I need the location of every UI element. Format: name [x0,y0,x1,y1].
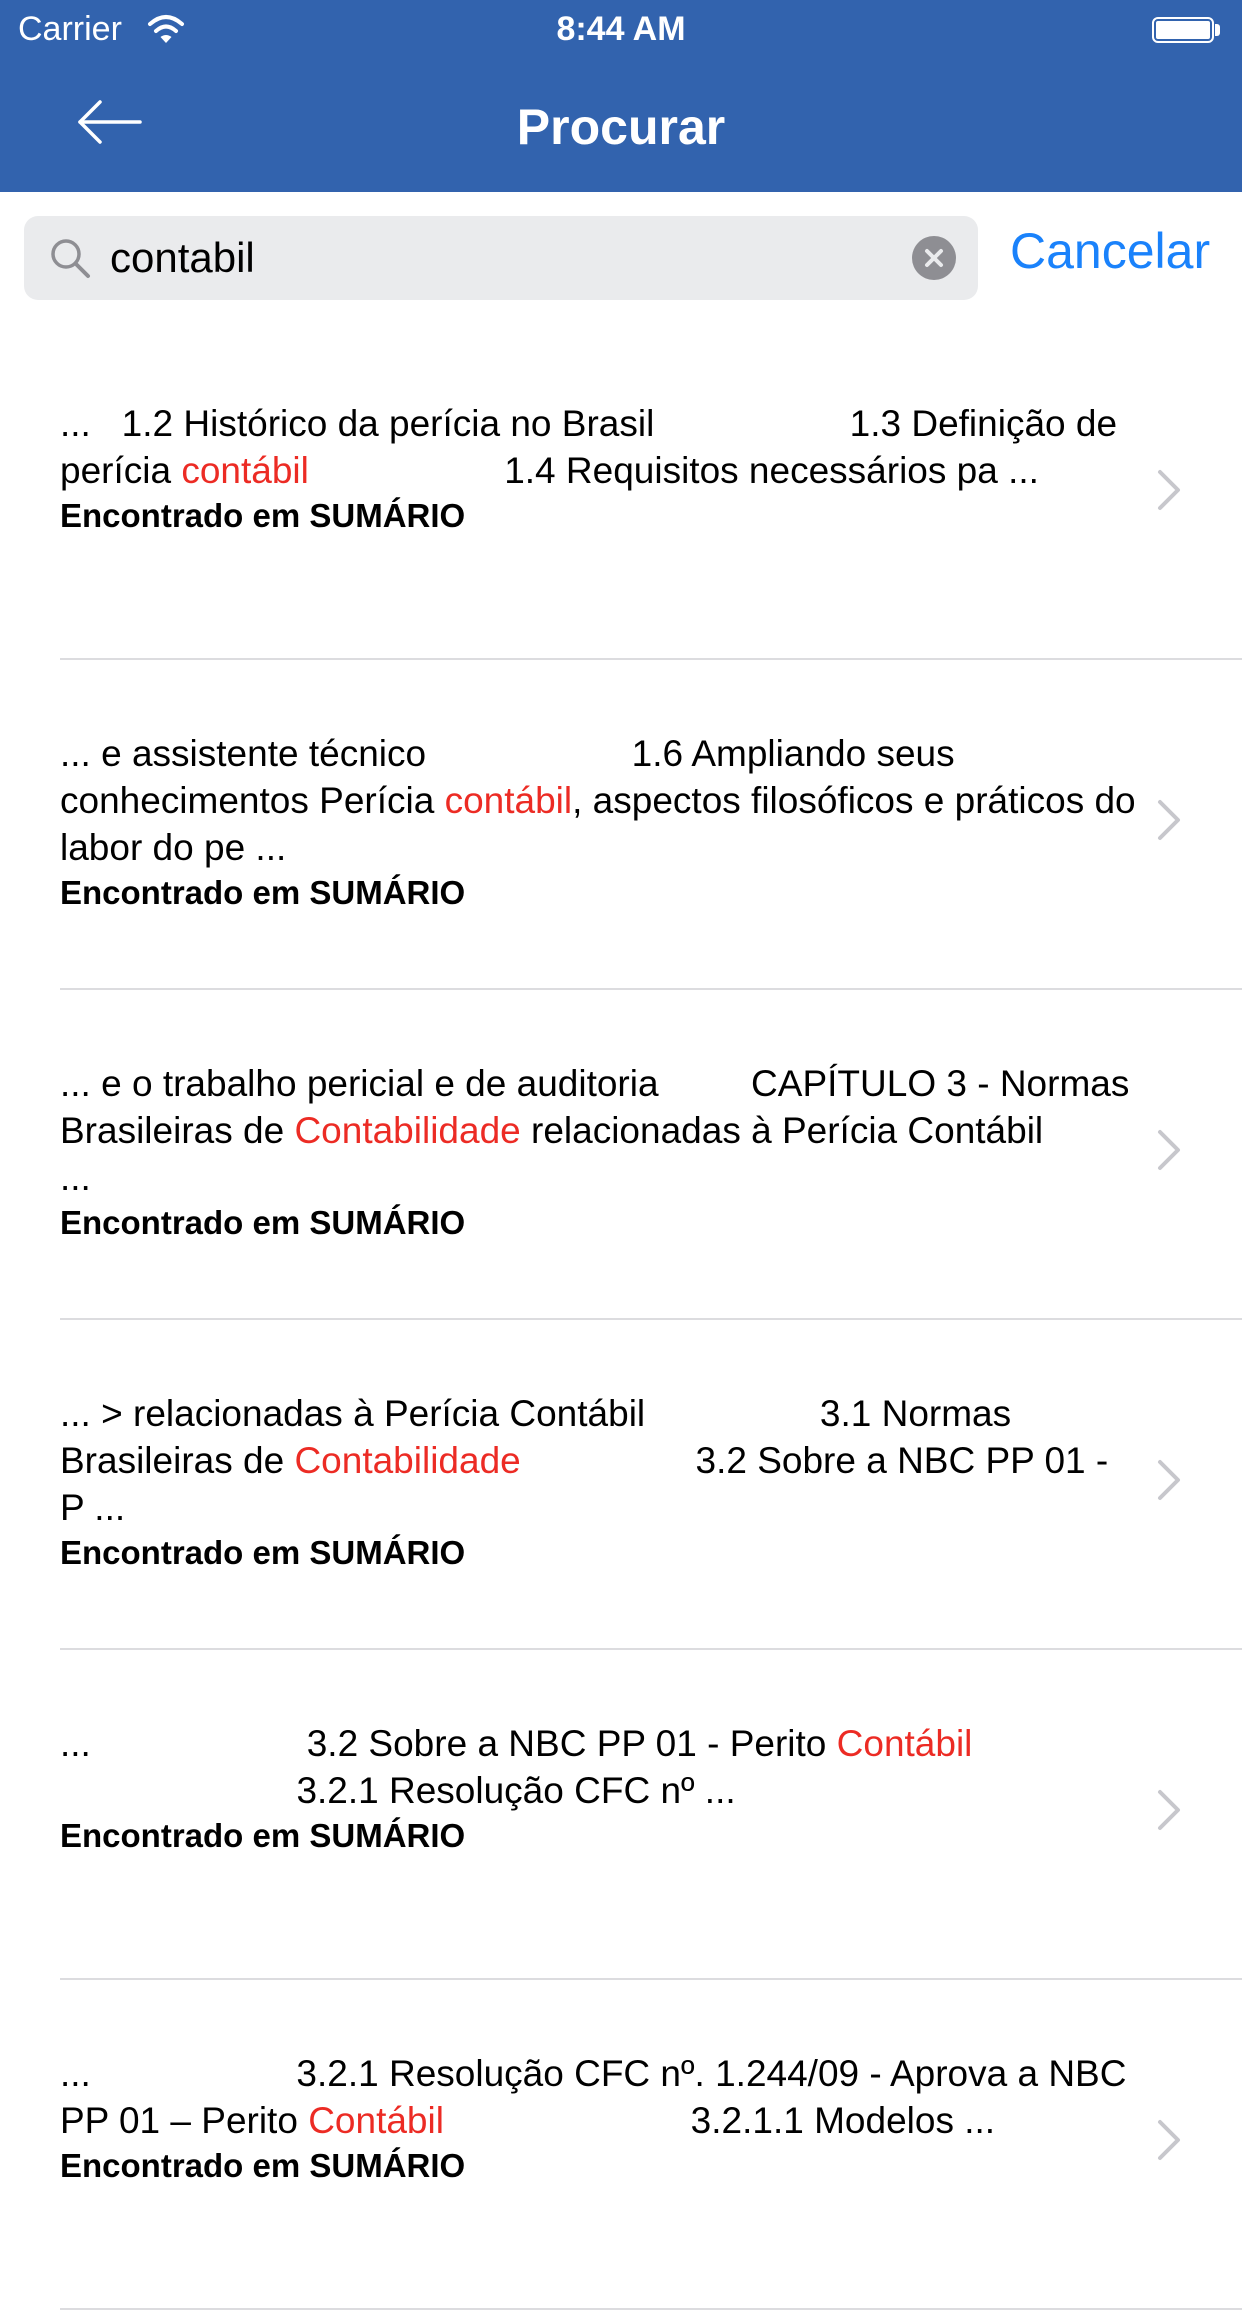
chevron-right-icon [1154,2116,1184,2164]
snippet-text: ... 3.2 Sobre a NBC PP 01 - Perito [60,1723,837,1764]
snippet-text: ... e assistente técnico 1.6 Ampliando seus conhecimentos Perícia [60,733,965,821]
snippet-text: relacionadas à Perícia Contábil ... [60,1110,1146,1198]
result-item[interactable] [0,330,1242,660]
found-location: Encontrado em SUMÁRIO [60,2147,466,2184]
search-bar [24,216,978,300]
chevron-right-icon [1154,796,1184,844]
search-icon [48,236,92,280]
snippet-text: ... > relacionadas à Perícia Contábil 3.1 Normas Brasileiras de [60,1393,1022,1481]
found-location: Encontrado em SUMÁRIO [60,874,466,911]
found-location: Encontrado em SUMÁRIO [60,497,466,534]
snippet-text: 3.2 Sobre a NBC PP 01 - P ... [60,1440,1119,1528]
snippet-text: 3.2.1 Resolução CFC nº ... [296,1770,736,1811]
result-snippet [60,730,1146,915]
result-snippet [60,1060,1146,1245]
found-location: Encontrado em SUMÁRIO [60,1534,466,1571]
snippet-text: 1.4 Requisitos necessários pa ... [308,450,1039,491]
cancel-button[interactable]: Cancelar [1010,223,1211,279]
navigation-bar [0,60,1242,192]
carrier-label: Carrier [18,10,122,48]
snippet-text: ... 3.2.1 Resolução CFC nº. 1.244/09 - Aprova a NBC PP 01 – Perito [60,2053,1137,2141]
result-item[interactable] [0,1650,1242,1980]
result-snippet [60,1390,1140,1575]
page-title: Procurar [516,99,726,155]
battery-tip [1215,24,1220,36]
snippet-text: , aspectos filosóficos e práticos do labor do pe ... [60,780,1146,868]
found-location: Encontrado em SUMÁRIO [60,1204,466,1241]
chevron-right-icon [1154,1126,1184,1174]
clear-search-button[interactable] [912,236,956,280]
result-item[interactable] [0,990,1242,1320]
chevron-right-icon [1154,1786,1184,1834]
top-bar [0,0,1242,192]
highlighted-match: contábil [444,780,573,821]
result-snippet [60,400,1140,538]
result-item[interactable] [0,1980,1242,2310]
highlighted-match: Contábil [836,1723,973,1764]
result-item[interactable] [0,660,1242,990]
chevron-right-icon [1154,1456,1184,1504]
highlighted-match: Contabilidade [294,1110,521,1151]
found-location: Encontrado em SUMÁRIO [60,1817,466,1854]
status-time: 8:44 AM [556,10,686,48]
status-bar [0,0,1242,60]
snippet-text: ... 1.2 Histórico da perícia no Brasil 1.3 Definição de perícia [60,403,1128,491]
search-input[interactable] [110,226,910,290]
battery-icon [1152,17,1214,43]
snippet-text: 3.2.1.1 Modelos ... [443,2100,996,2141]
snippet-text: ... e o trabalho pericial e de auditoria CAPÍTULO 3 - Normas Brasileiras de [60,1063,1140,1151]
result-snippet [60,1720,1140,1858]
result-snippet [60,2050,1140,2188]
highlighted-match: contábil [181,450,309,491]
clear-icon [912,236,956,280]
chevron-right-icon [1154,466,1184,514]
highlighted-match: Contábil [308,2100,444,2141]
highlighted-match: Contabilidade [294,1440,521,1481]
result-item[interactable] [0,1320,1242,1650]
